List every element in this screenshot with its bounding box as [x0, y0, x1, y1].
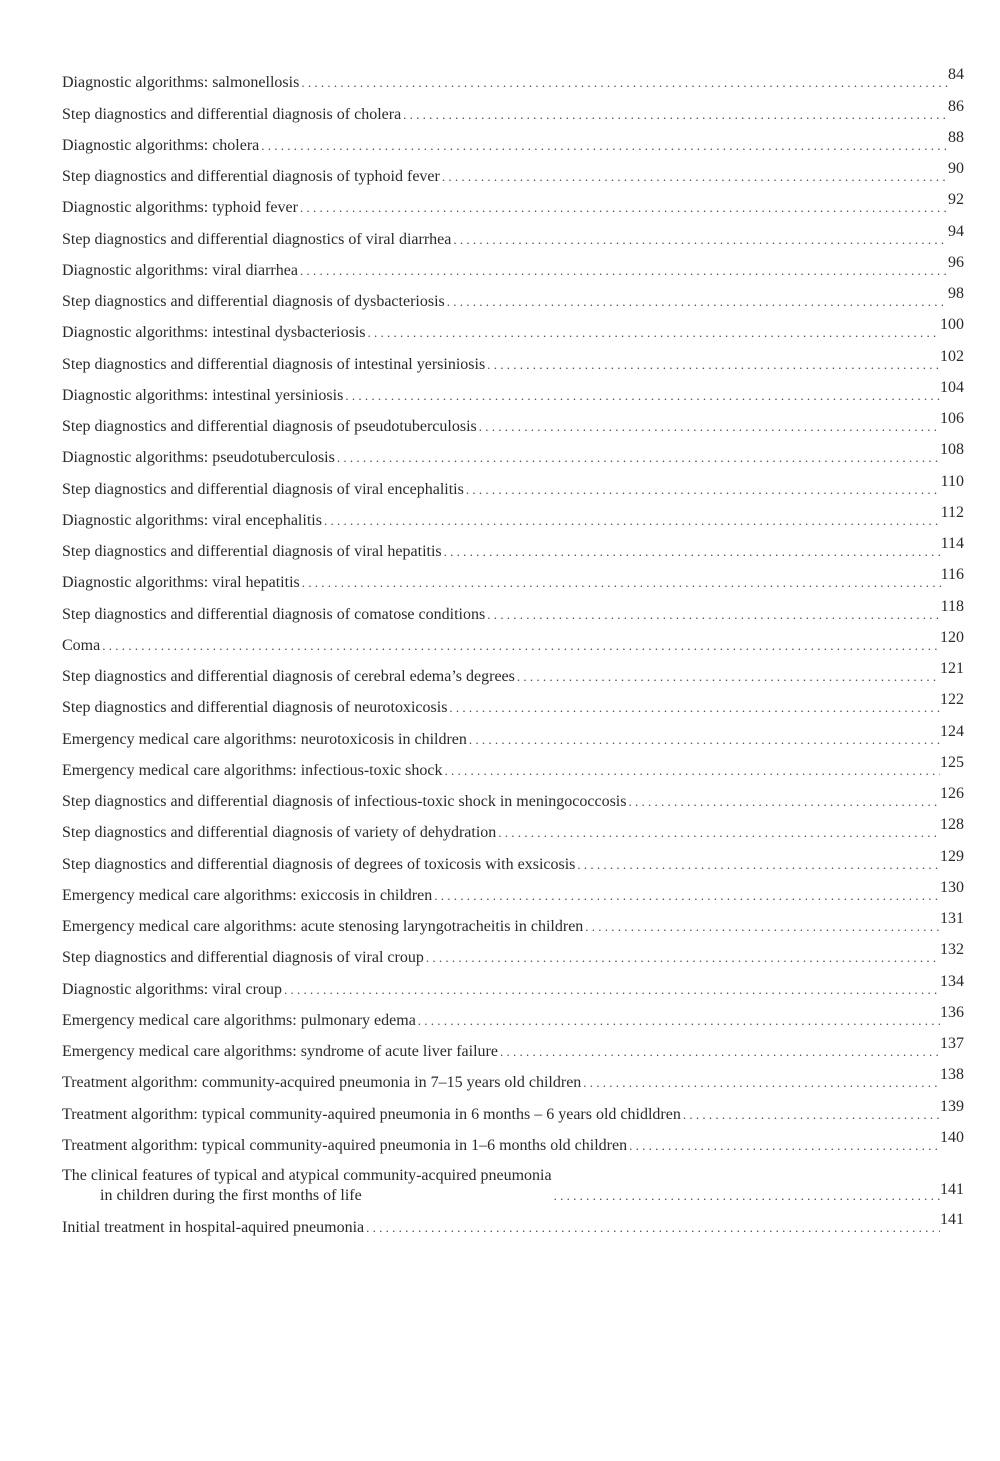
dot-leader — [440, 167, 948, 187]
toc-entry-page: 128 — [940, 816, 964, 834]
toc-entry — [62, 1206, 964, 1238]
toc-entry-title: Step diagnostics and differential diagnosis of cholera — [62, 105, 402, 123]
toc-entry-page: 110 — [940, 472, 964, 490]
toc-entry-page: 112 — [940, 503, 964, 521]
toc-entry-title: Step diagnostics and differential diagnosis of viral hepatitis — [62, 543, 442, 560]
toc-entry — [62, 468, 964, 499]
table-of-contents — [62, 62, 964, 1238]
toc-entry-title: Diagnostic algorithms: pseudotuberculosis — [62, 449, 335, 467]
dot-leader — [259, 136, 948, 156]
dot-leader — [335, 448, 940, 468]
toc-entry-title: Step diagnostics and differential diagnosis of intestinal yersiniosis — [62, 355, 486, 373]
toc-entry-page: 138 — [940, 1066, 964, 1084]
toc-entry — [62, 718, 964, 749]
toc-entry — [62, 281, 964, 312]
toc-entry — [62, 1031, 964, 1062]
toc-entry — [62, 1156, 964, 1206]
dot-leader — [100, 636, 940, 656]
toc-entry-page: 141 — [940, 1180, 964, 1198]
toc-entry-title: Step diagnostics and differential diagnosis of infectious-toxic shock in meningococcosis — [62, 793, 627, 810]
toc-entry — [62, 375, 964, 406]
dot-leader — [299, 73, 948, 93]
dot-leader — [464, 480, 941, 500]
toc-entry-page: 116 — [940, 566, 964, 584]
dot-leader — [424, 948, 940, 968]
toc-entry — [62, 750, 964, 781]
toc-entry — [62, 1125, 964, 1156]
toc-entry — [62, 843, 964, 874]
toc-entry — [62, 343, 964, 374]
dot-leader — [364, 1218, 940, 1238]
toc-entry-title: Coma — [62, 636, 101, 654]
toc-entry-page: 84 — [948, 66, 964, 84]
dot-leader — [451, 230, 948, 250]
toc-entry — [62, 1093, 964, 1124]
toc-entry-page: 124 — [940, 722, 964, 740]
toc-entry-title: Step diagnostics and differential diagnosis of viral croup — [62, 949, 424, 967]
toc-entry-title: Step diagnostics and differential diagnostics of viral diarrhea — [62, 230, 452, 248]
toc-entry-page: 139 — [940, 1097, 964, 1115]
dot-leader — [515, 667, 940, 687]
toc-entry — [62, 656, 964, 687]
toc-entry-title: Diagnostic algorithms: intestinal yersiniosis — [62, 386, 344, 404]
dot-leader — [485, 605, 940, 625]
toc-entry-page: 131 — [940, 910, 964, 927]
toc-entry-title: Emergency medical care algorithms: neurotoxicosis in children — [62, 730, 467, 748]
dot-leader — [581, 1073, 940, 1093]
toc-entry — [62, 218, 964, 249]
toc-entry-title — [62, 1166, 552, 1206]
toc-entry-title: Step diagnostics and differential diagnosis of neurotoxicosis — [62, 699, 448, 717]
dot-leader — [401, 105, 948, 125]
toc-entry-page: 137 — [940, 1035, 964, 1052]
dot-leader — [626, 792, 940, 812]
toc-entry — [62, 1062, 964, 1093]
toc-entry-title: Emergency medical care algorithms: exiccosis in children — [62, 886, 433, 904]
dot-leader — [627, 1136, 940, 1156]
toc-entry-title: Diagnostic algorithms: viral hepatitis — [62, 574, 300, 592]
toc-entry-page: 126 — [940, 785, 964, 802]
toc-entry-page: 94 — [948, 222, 964, 240]
toc-entry-page: 136 — [940, 1003, 964, 1021]
toc-entry — [62, 437, 964, 468]
toc-entry-title: Treatment algorithm: community-acquired pneumonia in 7–15 years old children — [62, 1074, 582, 1092]
toc-entry-title: Diagnostic algorithms: viral diarrhea — [62, 261, 298, 279]
toc-entry-title: Diagnostic algorithms: viral encephalitis — [62, 511, 322, 529]
toc-entry — [62, 593, 964, 624]
toc-entry-page: 86 — [948, 97, 964, 115]
toc-entry-page: 114 — [940, 535, 964, 552]
toc-entry-title: Emergency medical care algorithms: acute stenosing laryngotracheitis in children — [62, 918, 584, 935]
toc-entry — [62, 968, 964, 999]
toc-entry-page: 106 — [940, 410, 964, 427]
toc-entry — [62, 875, 964, 906]
toc-list — [62, 62, 964, 1156]
toc-entry-page: 92 — [948, 191, 964, 209]
dot-leader — [322, 511, 941, 531]
toc-entry-title: Emergency medical care algorithms: pulmonary edema — [62, 1011, 416, 1029]
dot-leader — [681, 1105, 940, 1125]
toc-entry-title: Diagnostic algorithms: viral croup — [62, 980, 282, 998]
toc-entry-page: 120 — [940, 628, 964, 646]
toc-entry-title: Diagnostic algorithms: typhoid fever — [62, 199, 298, 217]
toc-entry — [62, 531, 964, 562]
toc-entry-page: 121 — [940, 660, 964, 677]
toc-entry — [62, 500, 964, 531]
toc-entry-page: 96 — [948, 253, 964, 271]
dot-leader — [445, 292, 948, 312]
dot-leader — [366, 323, 940, 343]
toc-entry-page: 102 — [940, 347, 964, 365]
toc-entry-page: 130 — [940, 878, 964, 896]
toc-entry-title: Step diagnostics and differential diagnosis of dysbacteriosis — [62, 293, 445, 310]
toc-entry-title: Step diagnostics and differential diagnosis of comatose conditions — [62, 605, 486, 623]
toc-entry-title: Treatment algorithm: typical community-aquired pneumonia in 1–6 months old children — [62, 1136, 628, 1154]
toc-entry-page: 118 — [940, 597, 964, 615]
toc-entry-title: Diagnostic algorithms: salmonellosis — [62, 74, 300, 92]
toc-entry-page: 104 — [940, 378, 964, 396]
toc-entry — [62, 406, 964, 437]
dot-leader — [282, 980, 940, 1000]
toc-entry — [62, 125, 964, 156]
toc-entry — [62, 687, 964, 718]
toc-entry — [62, 562, 964, 593]
toc-entry-page: 108 — [940, 441, 964, 459]
toc-entry-title: Step diagnostics and differential diagnosis of viral encephalitis — [62, 480, 464, 498]
dot-leader — [442, 542, 941, 562]
toc-entry — [62, 906, 964, 937]
dot-leader — [496, 823, 940, 843]
dot-leader — [575, 855, 940, 875]
toc-entry-page: 129 — [940, 847, 964, 865]
toc-entry — [62, 1000, 964, 1031]
toc-entry — [62, 93, 964, 124]
toc-entry-title-line2: in children during the first months of life — [100, 1186, 362, 1204]
dot-leader — [298, 261, 948, 281]
toc-entry-title: Diagnostic algorithms: cholera — [62, 136, 260, 154]
toc-entry-title: Step diagnostics and differential diagnosis of pseudotuberculosis — [62, 418, 477, 435]
toc-entry-page: 125 — [940, 753, 964, 771]
toc-entry-page: 134 — [940, 972, 964, 990]
toc-entry-title: Initial treatment in hospital-aquired pneumonia — [62, 1218, 365, 1236]
toc-entry-title: Step diagnostics and differential diagnosis of variety of dehydration — [62, 824, 497, 842]
toc-entry-page: 132 — [940, 941, 964, 959]
dot-leader — [498, 1042, 940, 1062]
toc-entry-title-line1: The clinical features of typical and atypical community-acquired pneumonia — [62, 1166, 552, 1184]
toc-entry — [62, 937, 964, 968]
toc-entry — [62, 625, 964, 656]
toc-entry — [62, 250, 964, 281]
toc-entry — [62, 781, 964, 812]
toc-entry — [62, 812, 964, 843]
dot-leader — [300, 573, 941, 593]
dot-leader — [447, 698, 940, 718]
dot-leader — [442, 761, 940, 781]
toc-entry-page: 141 — [940, 1210, 964, 1228]
dot-leader — [298, 198, 948, 218]
toc-entry-title: Step diagnostics and differential diagnosis of cerebral edema’s degrees — [62, 668, 515, 685]
dot-leader — [416, 1011, 940, 1031]
toc-entry-page: 98 — [948, 285, 964, 302]
toc-entry-page: 100 — [940, 316, 964, 334]
toc-entry — [62, 156, 964, 187]
toc-entry-title: Emergency medical care algorithms: infectious-toxic shock — [62, 761, 443, 779]
dot-leader — [467, 730, 940, 750]
toc-entry-title: Step diagnostics and differential diagnosis of typhoid fever — [62, 168, 440, 185]
toc-entry-title: Treatment algorithm: typical community-aquired pneumonia in 6 months – 6 years old chidldren — [62, 1105, 681, 1123]
toc-entry-page: 140 — [940, 1128, 964, 1146]
dot-leader — [477, 417, 940, 437]
dot-leader — [485, 355, 940, 375]
toc-entry-page: 122 — [940, 691, 964, 709]
toc-entry-title: Emergency medical care algorithms: syndrome of acute liver failure — [62, 1043, 498, 1060]
toc-entry — [62, 312, 964, 343]
toc-entry-page: 88 — [948, 128, 964, 146]
dot-leader — [432, 886, 940, 906]
dot-leader — [552, 1186, 940, 1206]
dot-leader — [583, 917, 940, 937]
toc-entry — [62, 62, 964, 93]
toc-entry-page: 90 — [948, 160, 964, 177]
toc-entry — [62, 187, 964, 218]
dot-leader — [343, 386, 940, 406]
toc-entry-title: Diagnostic algorithms: intestinal dysbacteriosis — [62, 324, 366, 342]
toc-entry-title: Step diagnostics and differential diagnosis of degrees of toxicosis with exsicosis — [62, 855, 576, 873]
